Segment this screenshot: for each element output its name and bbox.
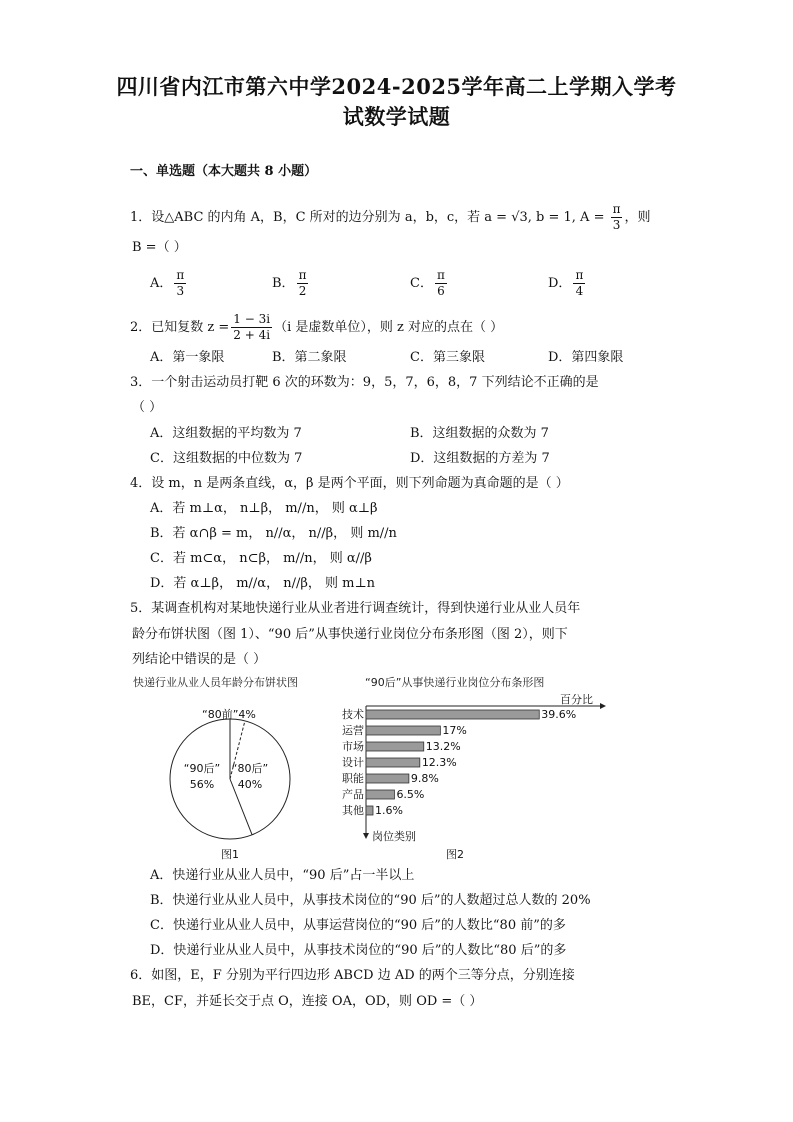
q3-stem-cont: （ ） <box>132 400 163 415</box>
q2-frac-den: 2 + 4i <box>233 328 271 342</box>
q4-option-b: B．若 α∩β = m， n//α， n//β， 则 m//n <box>150 526 397 541</box>
q1-option-c-den: 6 <box>437 284 445 298</box>
bar-职能 <box>366 774 409 783</box>
q5-option-c: C．快递行业从业人员中，从事运营岗位的“90 后”的人数比“80 前”的多 <box>150 918 566 933</box>
pie-value-80-after: 40% <box>237 778 263 791</box>
q2-option-b: B．第二象限 <box>272 350 347 365</box>
bar-其他 <box>366 806 373 815</box>
exam-title-line2: 试数学试题 <box>342 104 451 129</box>
q1-option-c-frac <box>435 268 447 299</box>
bar-x-axis-label: 百分比 <box>560 694 593 706</box>
bar-category-label: 产品 <box>342 788 364 801</box>
q2-option-a: A．第一象限 <box>150 350 225 365</box>
q2-text-b: （i 是虚数单位），则 z 对应的点在（ ） <box>274 320 504 335</box>
q3-option-c: C．这组数据的中位数为 7 <box>150 451 303 466</box>
q4-option-c: C．若 m⊂α， n⊂β， m//n， 则 α//β <box>150 551 372 566</box>
q3-option-a: A．这组数据的平均数为 7 <box>150 426 302 441</box>
bar-y-axis-label: 岗位类别 <box>372 830 416 843</box>
q4-option-a: A．若 m⊥α， n⊥β， m//n， 则 α⊥β <box>150 501 378 516</box>
q1-option-a-num: π <box>176 268 185 282</box>
q1-text-a: 1．设△ABC 的内角 A，B，C 所对的边分别为 a，b，c，若 a = √3, b = 1, A = <box>130 210 609 225</box>
bar-value-label: 12.3% <box>421 756 457 769</box>
q3-stem: 3．一个射击运动员打靶 6 次的环数为：9，5，7，6，8，7 下列结论不正确的是 <box>130 375 599 390</box>
q5-stem: 5．某调查机构对某地快递行业从业者进行调查统计，得到快递行业从业人员年 <box>130 601 581 616</box>
q3-option-d: D．这组数据的方差为 7 <box>410 451 550 466</box>
q5-option-b: B．快递行业从业人员中，从事技术岗位的“90 后”的人数超过总人数的 20% <box>150 893 591 908</box>
q2-option-d: D．第四象限 <box>548 350 624 365</box>
pie-chart <box>160 694 320 864</box>
q1-option-b-frac <box>297 268 309 299</box>
bar-运营 <box>366 726 440 735</box>
q1-option-b-den: 2 <box>298 284 307 298</box>
q4-stem: 4．设 m，n 是两条直线，α，β 是两个平面，则下列命题为真命题的是（ ） <box>130 476 569 491</box>
q1-option-d-num: π <box>575 268 584 282</box>
q1-option-b-num: π <box>298 268 307 282</box>
bar-y-axis-arrow <box>363 833 369 839</box>
bar-value-label: 13.2% <box>425 740 461 753</box>
q2-stem <box>130 312 503 343</box>
q1-option-c-num: π <box>436 268 445 282</box>
q5-stem-cont1: 龄分布饼状图（图 1）、“90 后”从事快递行业岗位分布条形图（图 2），则下 <box>132 627 568 642</box>
pie-label-90-after: “90后” <box>183 762 221 775</box>
bar-value-label: 9.8% <box>410 772 439 785</box>
q1-option-c <box>410 268 449 299</box>
pie-label-80-before: “80前”4% <box>202 708 256 721</box>
bar-产品 <box>366 790 394 799</box>
q1-text-b: ，则 <box>624 210 651 225</box>
q5-stem-cont2: 列结论中错误的是（ ） <box>132 652 267 667</box>
bar-category-label: 运营 <box>342 724 364 737</box>
q1-fraction <box>611 202 623 233</box>
q1-option-d-frac <box>573 268 585 299</box>
q1-option-d-label: D． <box>548 276 572 291</box>
q2-frac-num: 1 − 3i <box>233 312 271 326</box>
pie-label-80-after: “80后” <box>231 762 269 775</box>
q1-option-a-den: 3 <box>176 284 185 298</box>
exam-title-line1: 四川省内江市第六中学2024-2025学年高二上学期入学考 <box>116 74 677 99</box>
bar-x-axis-arrow <box>600 703 606 709</box>
bar-市场 <box>366 742 424 751</box>
bar-技术 <box>366 710 539 719</box>
q1-stem-cont: B =（ ） <box>132 240 187 255</box>
bar-chart-title: “90后”从事快递行业岗位分布条形图 <box>365 676 545 689</box>
section-heading: 一、单选题（本大题共 8 小题） <box>130 164 318 179</box>
bar-category-label: 设计 <box>342 756 364 769</box>
q1-option-a-label: A． <box>150 276 173 291</box>
q2-fraction <box>231 312 272 343</box>
bar-设计 <box>366 758 420 767</box>
bar-value-label: 17% <box>442 724 467 737</box>
q2-text-a: 2．已知复数 z = <box>130 320 230 335</box>
pie-value-90-after: 56% <box>189 778 215 791</box>
q3-option-b: B．这组数据的众数为 7 <box>410 426 549 441</box>
q1-option-d-den: 4 <box>575 284 584 298</box>
pie-caption: 图1 <box>221 848 239 861</box>
bar-category-label: 市场 <box>342 740 364 753</box>
q5-option-d: D．快递行业从业人员中，从事技术岗位的“90 后”的人数比“80 后”的多 <box>150 943 567 958</box>
bar-category-label: 其他 <box>342 804 364 817</box>
q1-frac-num: π <box>612 202 621 216</box>
q1-frac-den: 3 <box>612 218 621 232</box>
q6-stem: 6．如图，E，F 分别为平行四边形 ABCD 边 AD 的两个三等分点，分别连接 <box>130 968 575 983</box>
q1-option-d <box>548 268 587 299</box>
bar-value-label: 39.6% <box>541 708 577 721</box>
q6-stem-cont: BE，CF，并延长交于点 O，连接 OA，OD，则 OD =（ ） <box>132 994 483 1009</box>
q1-option-c-label: C． <box>410 276 433 291</box>
q2-option-c: C．第三象限 <box>410 350 485 365</box>
bar-value-label: 1.6% <box>375 804 403 817</box>
bar-category-label: 技术 <box>342 708 364 721</box>
bar-caption: 图2 <box>446 848 464 861</box>
q5-option-a: A．快递行业从业人员中，“90 后”占一半以上 <box>150 868 415 883</box>
q1-option-a-frac <box>174 268 186 299</box>
q1-option-b <box>272 268 310 299</box>
bar-chart <box>330 694 620 864</box>
q1-option-b-label: B． <box>272 276 295 291</box>
bar-category-label: 职能 <box>342 772 364 785</box>
q4-option-d: D．若 α⊥β， m//α， n//β， 则 m⊥n <box>150 576 376 591</box>
bar-value-label: 6.5% <box>396 788 425 801</box>
q1-stem <box>130 202 651 233</box>
q1-option-a <box>150 268 188 299</box>
pie-chart-title: 快递行业从业人员年龄分布饼状图 <box>133 676 298 689</box>
